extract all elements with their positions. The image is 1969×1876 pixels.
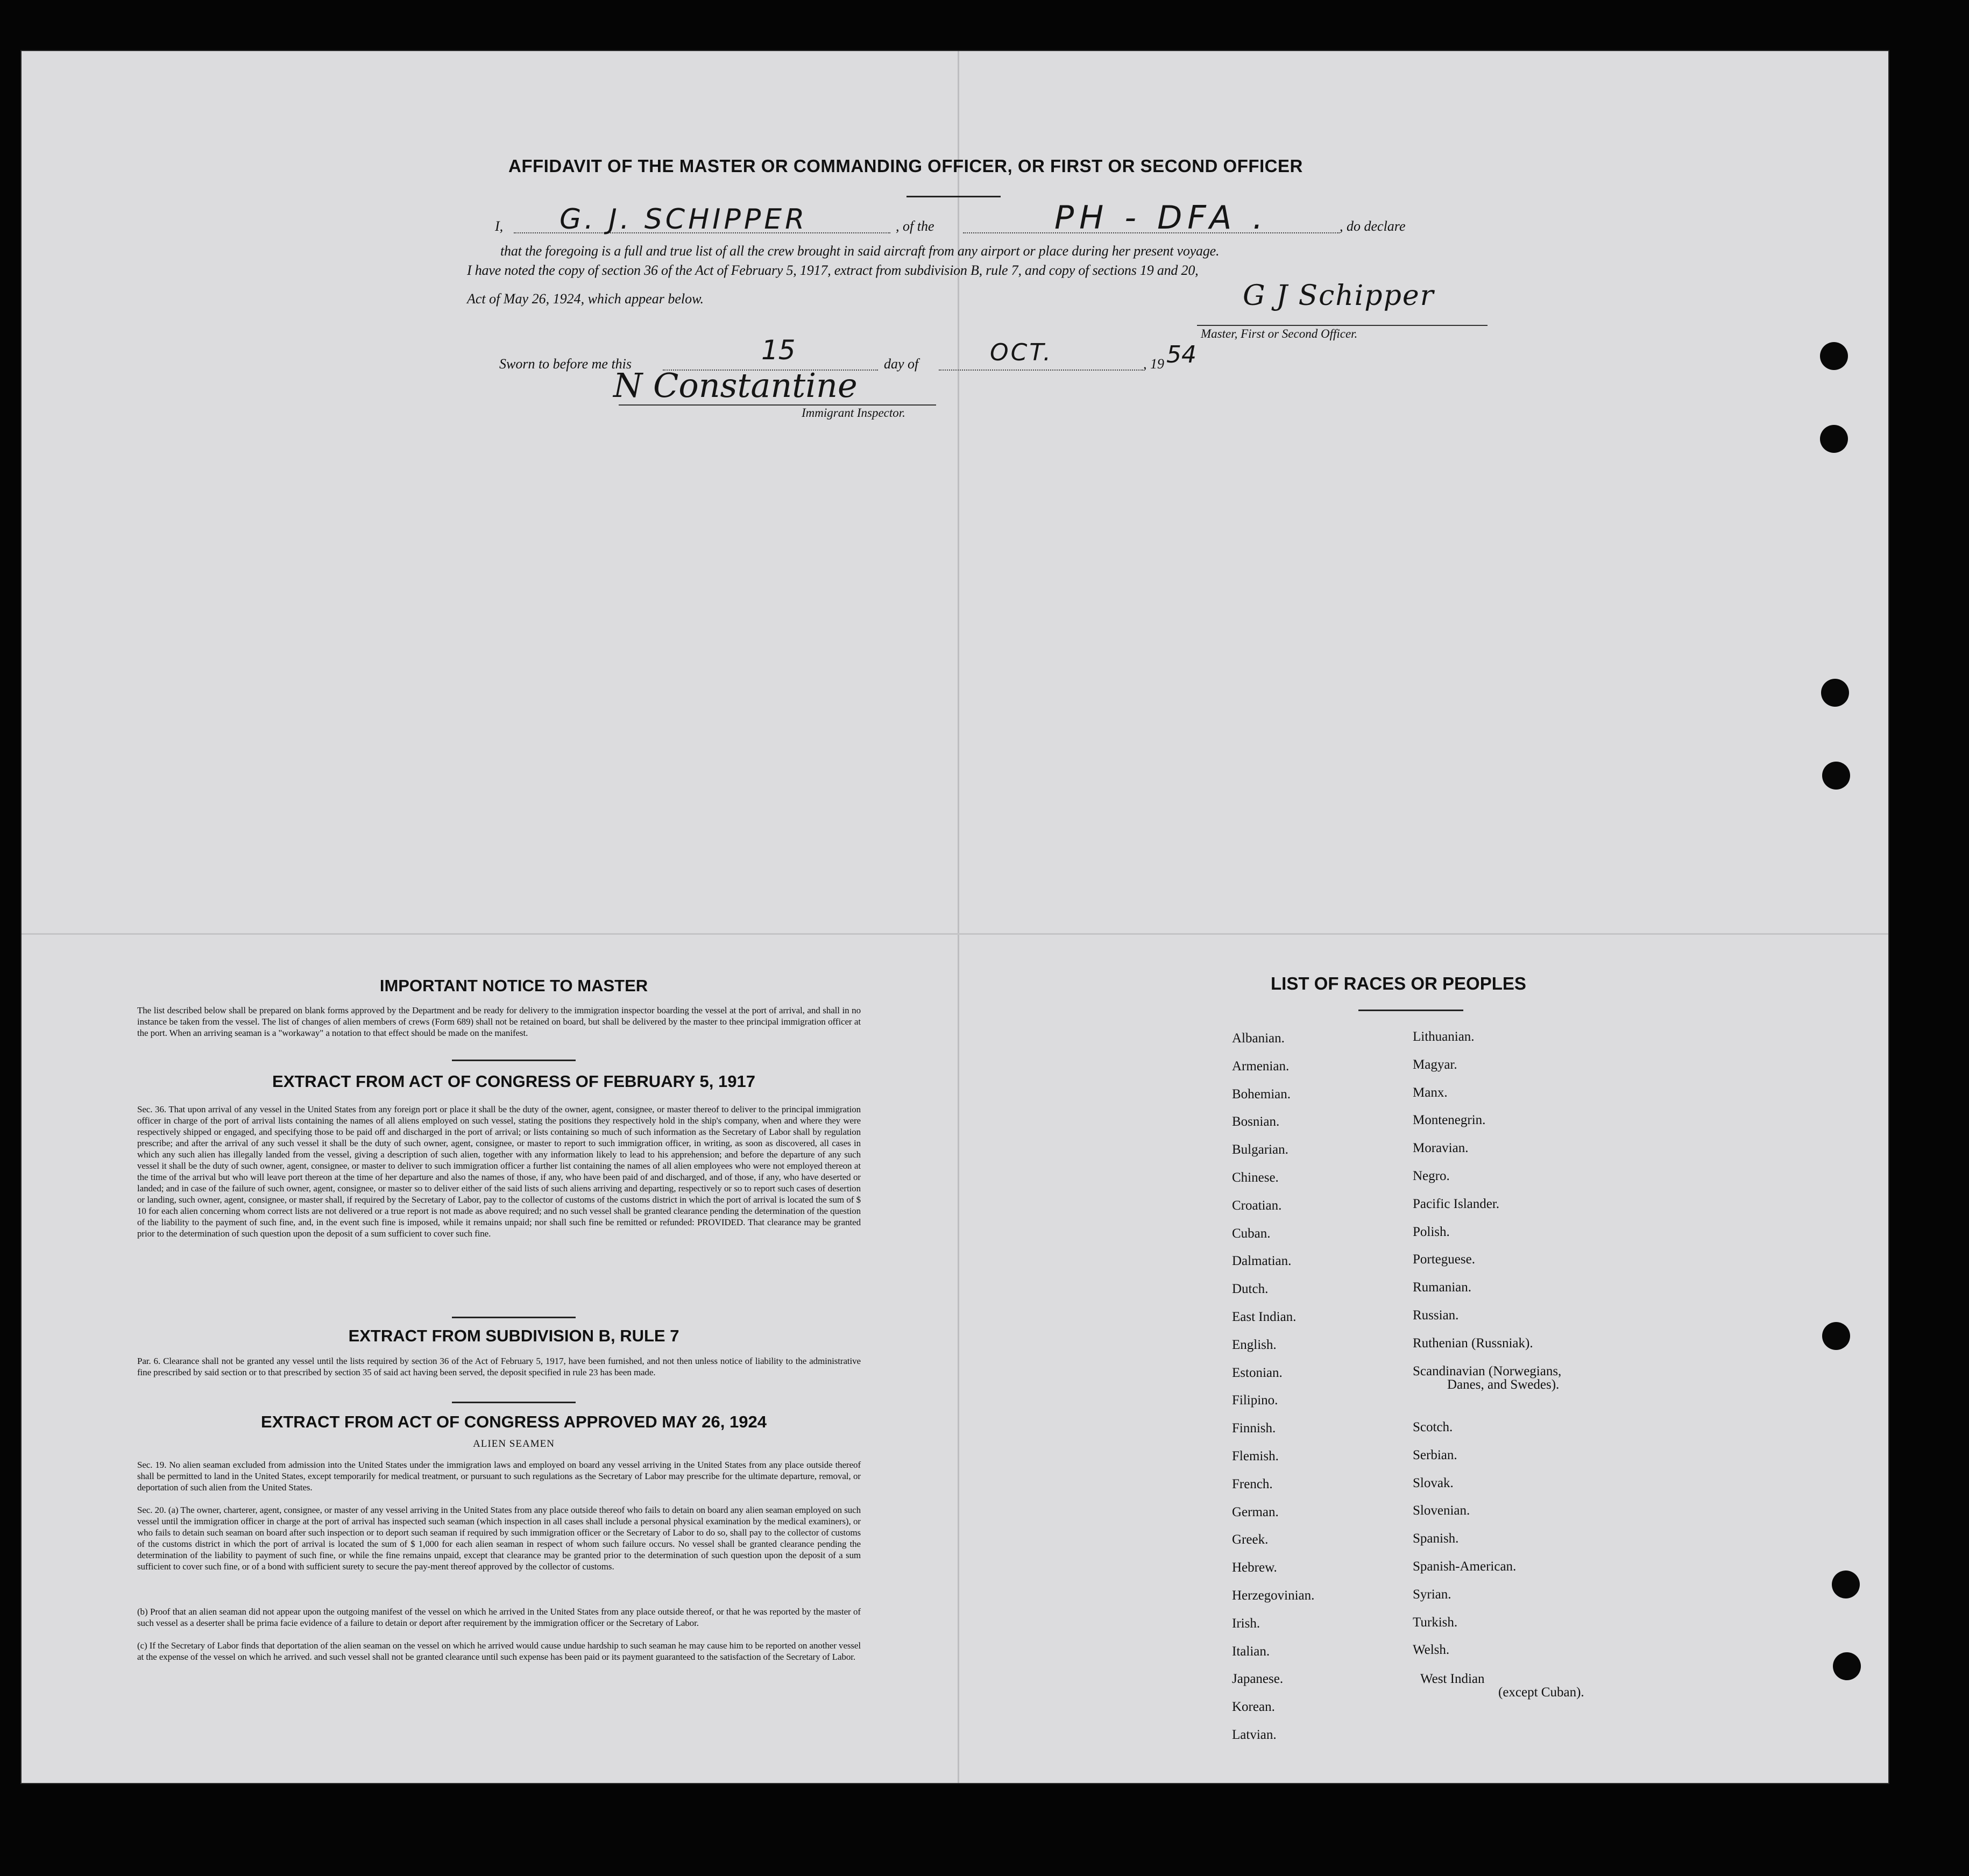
race-item: Scotch. bbox=[1413, 1420, 1453, 1434]
race-item: Magyar. bbox=[1413, 1057, 1457, 1072]
day-handwritten: 15 bbox=[761, 335, 796, 366]
notice-text: The list described below shall be prepared on blank forms approved by the Department and be ready for delivery to the immigration inspector boarding the vessel at the port of arrival, and shall in no instance be taken from the vessel. The list of changes of alien members of crews (Form 689) shall not be retained on board, but shall be delivered by the master to thee principal immigration officer at the port. When an arriving seaman is a "workaway" a notation to that effect should be made on the manifest. bbox=[137, 1005, 861, 1038]
race-item: Moravian. bbox=[1413, 1141, 1469, 1155]
month-field-line bbox=[939, 369, 1143, 371]
vertical-fold-line bbox=[958, 51, 959, 1783]
race-item: Pacific Islander. bbox=[1413, 1197, 1500, 1211]
race-item: Albanian. bbox=[1232, 1031, 1285, 1046]
race-item: Lithuanian. bbox=[1413, 1029, 1475, 1044]
races-rule bbox=[1358, 1010, 1463, 1011]
do-declare-label: , do declare bbox=[1340, 218, 1406, 234]
race-item: Spanish-American. bbox=[1413, 1559, 1517, 1574]
binder-hole bbox=[1820, 425, 1848, 453]
binder-hole bbox=[1821, 679, 1849, 707]
race-item: Spanish. bbox=[1413, 1531, 1459, 1546]
extract-1924-sec20b: (b) Proof that an alien seaman did not appear upon the outgoing manifest of the vessel on which he arrived in the United States from any place outside thereof, or that he was reported by the master of such vessel as a deserter shall be prima facie evidence of a failure to detain or deport after requirement by the immigration officer or the Secretary of Labor. bbox=[137, 1607, 861, 1628]
race-item: Welsh. bbox=[1413, 1643, 1450, 1657]
year-prefix: , 19 bbox=[1143, 356, 1164, 372]
race-item: Russian. bbox=[1413, 1308, 1459, 1323]
race-item: Croatian. bbox=[1232, 1198, 1282, 1213]
race-item: Latvian. bbox=[1232, 1728, 1277, 1742]
extract-1917-title: EXTRACT FROM ACT OF CONGRESS OF FEBRUARY 5, 1917 bbox=[272, 1072, 755, 1091]
race-item: Irish. bbox=[1232, 1616, 1260, 1631]
binder-hole bbox=[1832, 1571, 1860, 1598]
race-item: French. bbox=[1232, 1477, 1273, 1491]
notice-rule bbox=[452, 1060, 576, 1061]
races-title: LIST OF RACES OR PEOPLES bbox=[1271, 973, 1526, 993]
race-item: Negro. bbox=[1413, 1169, 1450, 1183]
sworn-label: Sworn to before me this bbox=[499, 356, 632, 372]
extract-1924-sec20c: (c) If the Secretary of Labor finds that deportation of the alien seaman on the vessel on which he arrived would cause undue hardship to such seaman he may cause him to be reported on another vessel at the expense of the vessel on which he arrived. and such vessel shall not be granted clearance until such expense has been paid or its payment guaranteed to the satisfaction of the Secretary of Labor. bbox=[137, 1640, 861, 1662]
affidavit-line-3: I have noted the copy of section 36 of the Act of February 5, 1917, extract from subdivision B, rule 7, and copy of sections 19 and 20, bbox=[467, 262, 1199, 278]
race-item: (except Cuban). bbox=[1498, 1685, 1584, 1700]
race-item: Hebrew. bbox=[1232, 1560, 1277, 1575]
race-item: Scandinavian (Norwegians, bbox=[1413, 1364, 1562, 1378]
race-item: English. bbox=[1232, 1338, 1277, 1352]
race-item: Korean. bbox=[1232, 1700, 1275, 1714]
race-item: East Indian. bbox=[1232, 1310, 1297, 1324]
race-item: Herzegovinian. bbox=[1232, 1588, 1315, 1603]
race-item: Dalmatian. bbox=[1232, 1254, 1292, 1268]
affidavit-title: AFFIDAVIT OF THE MASTER OR COMMANDING OFFICER, OR FIRST OR SECOND OFFICER bbox=[508, 156, 1303, 176]
race-item: Japanese. bbox=[1232, 1672, 1284, 1686]
race-item: Bosnian. bbox=[1232, 1114, 1280, 1129]
extract-1917-rule bbox=[452, 1317, 576, 1318]
race-item: Ruthenian (Russniak). bbox=[1413, 1336, 1533, 1351]
year-handwritten: 54 bbox=[1166, 341, 1196, 368]
day-of-label: day of bbox=[884, 356, 919, 372]
race-item: Estonian. bbox=[1232, 1366, 1283, 1380]
race-item: Montenegrin. bbox=[1413, 1113, 1486, 1127]
rule7-title: EXTRACT FROM SUBDIVISION B, RULE 7 bbox=[348, 1326, 679, 1345]
binder-hole bbox=[1820, 342, 1848, 370]
binder-hole bbox=[1822, 762, 1850, 790]
extract-1917-text: Sec. 36. That upon arrival of any vessel in the United States from any foreign port or place it shall be the duty of the owner, agent, consignee, or master thereof to deliver to the principal immigration officer in charge of the port of arrival lists containing the names of all aliens employed on such vessel, stating the positions they respectively hold in the ship's company, when and where they were respectively shipped or engaged, and specifying those to be paid off and discharged in the port of arrival; or lists containing so much of such information as the Secretary of Labor shall by regulation prescribe; and after the arrival of any such vessel it shall be the duty of such owner, agent, consignee, or master to report to such immigration officer, in writing, as soon as discovered, all cases in which any such alien has illegally landed from the vessel, giving a description of such alien, together with any information likely to lead to his apprehension; and before the departure of any such vessel it shall be the duty of such owner, agent, consignee, or master to deliver to such immigration officer a further list containing the names of all alien employees who were not employed thereon at the time of the arrival but who will leave port thereon at the time of her departure and also the names of those, if any, who have been paid of and discharged, and of those, if any, who have deserted or landed; and in case of the failure of such owner, agent, consignee, or master so to deliver either of the said lists of such aliens arriving and departing, respectively or so to report such cases of desertion or landing, such owner, agent, consignee, or master shall, if required by the Secretary of Labor, pay to the collector of customs of the customs district in which the port of arrival is located the sum of $ 10 for each alien concerning whom correct lists are not delivered or a true report is not made as above required; and no such vessel shall be granted clearance pending the determination of the question of the liability to the payment of such fine, and, in the event such fine is imposed, while it remains unpaid; nor shall such fine be remitted or refunded: PROVIDED. That clearance may be granted prior to the determination of such question upon the deposit of a sum sufficient to cover such fine. bbox=[137, 1104, 861, 1239]
affidavit-line-2: that the foregoing is a full and true list of all the crew brought in said aircraft from any airport or place during her present voyage. bbox=[500, 243, 1220, 259]
binder-hole bbox=[1822, 1322, 1850, 1350]
race-item: Bulgarian. bbox=[1232, 1142, 1288, 1157]
notice-title: IMPORTANT NOTICE TO MASTER bbox=[379, 976, 648, 995]
race-item: Polish. bbox=[1413, 1225, 1450, 1239]
race-item: German. bbox=[1232, 1505, 1279, 1519]
race-item: Bohemian. bbox=[1232, 1087, 1291, 1102]
signature-line bbox=[1197, 325, 1488, 326]
race-item: Dutch. bbox=[1232, 1282, 1269, 1296]
rule7-text: Par. 6. Clearance shall not be granted any vessel until the lists required by section 36 of the Act of February 5, 1917, have been furnished, and not then unless notice of liability to the administrative fine prescribed by said section or to that prescribed by section 35 of said act having been served, the deposit specified in rule 23 has been made. bbox=[137, 1356, 861, 1377]
i-label: I, bbox=[495, 218, 504, 234]
race-item: Syrian. bbox=[1413, 1587, 1451, 1602]
race-item: Porteguese. bbox=[1413, 1252, 1475, 1267]
extract-1924-title: EXTRACT FROM ACT OF CONGRESS APPROVED MAY 26, 1924 bbox=[261, 1412, 767, 1431]
race-item: Danes, and Swedes). bbox=[1447, 1377, 1560, 1392]
inspector-signature-line bbox=[619, 404, 936, 406]
race-item: Chinese. bbox=[1232, 1170, 1279, 1185]
title-rule bbox=[906, 196, 1001, 197]
affidavit-line-4: Act of May 26, 1924, which appear below. bbox=[467, 291, 704, 307]
race-item: Italian. bbox=[1232, 1644, 1270, 1659]
month-handwritten: OCT. bbox=[990, 339, 1053, 366]
race-item: Turkish. bbox=[1413, 1615, 1458, 1630]
binder-hole bbox=[1833, 1652, 1861, 1680]
extract-1924-sec19: Sec. 19. No alien seaman excluded from admission into the United States under the immigration laws and employed on board any vessel arriving in the United States from any place outside thereof shall be permitted to land in the United States, except temporarily for medical treatment, or pursuant to such regulations as the Secretary of Labor may prescribe for the ultimate departure, removal, or deportation of such alien from the United States. bbox=[137, 1460, 861, 1493]
master-signature-handwritten: G J Schipper bbox=[1243, 280, 1435, 312]
extract-1924-sec20a: Sec. 20. (a) The owner, charterer, agent, consignee, or master of any vessel arriving in the United States from any place outside thereof who fails to detain on board any alien seaman employed on such vessel until the immigration officer in charge at the port of arrival has inspected such seaman (which inspection in all cases shall include a personal physical examination by the medical examiners), or who fails to detain such seaman on board after such inspection or to deport such seaman if required by such immigration officer or the Secretary of Labor to do so, shall pay to the collector of customs of the customs district in which the port of arrival is located the sum of $ 1,000 for each alien seaman in respect of whom such failure occurs. No vessel shall be granted clearance pending the determination of the liability to payment of such fine, or while the fine remains unpaid, except that clearance may be granted prior to the determination of such question upon the deposit of a sum sufficient to cover such fine, or of a bond with sufficient surety to secure the pay-ment thereof approved by the collector of customs. bbox=[137, 1505, 861, 1572]
race-item: Greek. bbox=[1232, 1532, 1269, 1547]
officer-caption: Master, First or Second Officer. bbox=[1201, 327, 1358, 340]
race-item: Rumanian. bbox=[1413, 1280, 1472, 1295]
horizontal-fold-line bbox=[22, 933, 1888, 935]
aircraft-handwritten: PH - DFA . bbox=[1054, 199, 1269, 237]
race-item: Serbian. bbox=[1413, 1448, 1457, 1462]
rule7-rule bbox=[452, 1402, 576, 1403]
inspector-caption: Immigrant Inspector. bbox=[802, 406, 905, 420]
race-item: Finnish. bbox=[1232, 1421, 1276, 1436]
of-the-label: , of the bbox=[896, 218, 934, 234]
race-item: West Indian bbox=[1420, 1672, 1485, 1686]
alien-seamen-subtitle: ALIEN SEAMEN bbox=[473, 1438, 555, 1449]
race-item: Filipino. bbox=[1232, 1393, 1278, 1408]
race-item: Manx. bbox=[1413, 1085, 1448, 1100]
master-name-handwritten: G. J. SCHIPPER bbox=[559, 203, 808, 236]
race-item: Armenian. bbox=[1232, 1059, 1290, 1074]
race-item: Slovak. bbox=[1413, 1476, 1454, 1490]
race-item: Slovenian. bbox=[1413, 1503, 1470, 1518]
race-item: Flemish. bbox=[1232, 1449, 1279, 1463]
race-item: Cuban. bbox=[1232, 1226, 1271, 1241]
inspector-signature-handwritten: N Constantine bbox=[613, 366, 858, 405]
